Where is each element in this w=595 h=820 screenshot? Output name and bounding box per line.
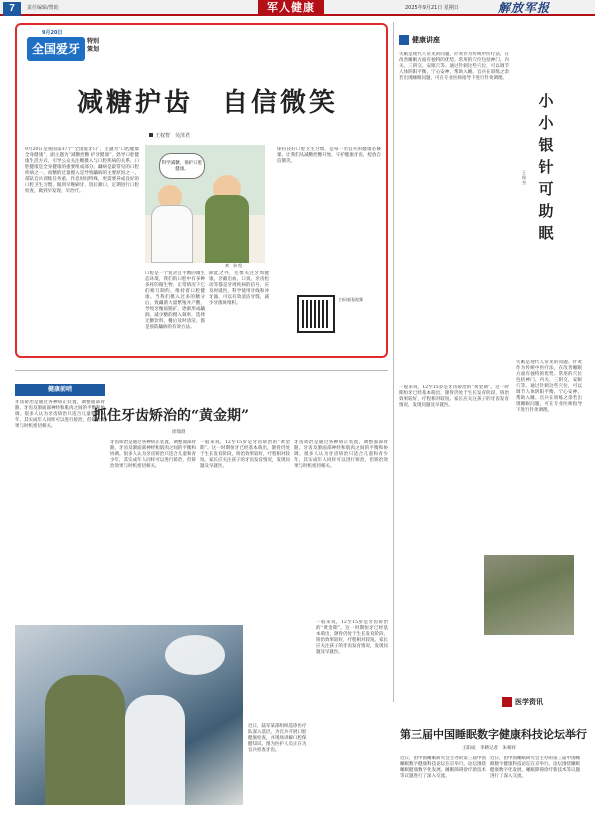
section-divider xyxy=(15,370,388,371)
byline-square-icon xyxy=(149,133,153,137)
article-column-1: 9月20日是我国第37个“全国爱牙日”，主题为“口腔健康 全身健康”，副主题为“减糖控糖 护牙健康”，倡导口腔健康生活方式，引导公众关注糖摄入与口腔疾病的关系。口腔健康是全身健康的重要组成部分。龋病是最常见的口腔疾病之一，而糖的过量摄入是导致龋病的主要原因之一。部队官兵训练任务重、作息时间特殊，更需要养成良好的口腔卫生习惯，做到早晚刷牙、饭后漱口，定期进行口腔检查，做到早发现、早治疗。 xyxy=(25,147,139,194)
qr-pattern xyxy=(302,300,330,328)
doctor-figure xyxy=(151,205,193,263)
sidebar-column-text: 牙齿矫治是通过各种矫正装置，调整面部骨骼、牙齿及颌面部神经和肌肉之间的平衡和协调。很多人认为牙齿矫治只适合儿童和青少年，其实成年人同样可以进行矫治，但矫治效果与时机密切相关。 xyxy=(15,400,105,429)
dental-lamp-shape xyxy=(165,635,225,675)
orthodontics-headline: 抓住牙齿矫治的“黄金期” xyxy=(93,408,250,424)
orthodontics-column-2: 一般来说，12至15岁是牙齿矫治的“黄金期”。这一时期恒牙已经基本萌出，颌骨仍处于生长发育阶段，矫治效果较好，疗程相对较短。家长应关注孩子的牙齿发育情况，发现问题及早就医。 xyxy=(200,440,290,469)
page-header-bar xyxy=(0,0,595,16)
column-divider xyxy=(393,22,394,702)
health-lecture-title: 健康讲座 xyxy=(412,36,440,44)
speech-bubble: 科学减糖，保护口腔健康。 xyxy=(159,153,205,179)
article-column-3: 除此之外，还要关注牙周健康。牙龈出血、口臭、牙齿松动等都是牙周疾病的信号，应及时就医。科学使用牙线和冲牙器，可以有效清洁牙缝，减少牙菌斑堆积。 xyxy=(209,271,269,306)
article-headline: 减糖护齿 自信微笑 xyxy=(77,88,339,118)
editors-line: 责任编辑/赞助 xyxy=(27,5,59,11)
section-square-icon xyxy=(399,35,409,45)
right-lower-text: 一般来说，12至15岁是牙齿矫治的“黄金期”。这一时期恒牙已经基本萌出，颌骨仍处于生长发育阶段，矫治效果较好，疗程相对较短。家长应关注孩子的牙齿发育情况，发现问题及早就医。 xyxy=(399,385,509,408)
issue-date: 2025年9月21日 星期日 xyxy=(405,5,459,11)
byline-authors: 王权智 吴泽君 xyxy=(155,133,191,139)
conference-text-2: 近日，由中国睡眠研究会主办的第三届中国睡眠数字健康科技论坛在京举行。论坛围绕睡眠健康数字化发展、睡眠障碍诊疗新技术等议题进行了深入交流。 xyxy=(490,756,580,779)
dentist-shape xyxy=(125,695,185,805)
illustration-credit: 欢 弟 绘 xyxy=(225,263,243,268)
acupuncture-article-text: 失眠是现代人常见的问题。针灸作为传统中医疗法，在改善睡眠方面有独特的优势。常用的穴位包括神门、内关、三阴交、安眠穴等。通过针刺这些穴位，可以调节人体阴阳平衡，宁心安神，帮助入睡。官兵在训练之余若出现睡眠问题，可在专业医师指导下进行针灸调理。 xyxy=(516,360,582,413)
article-byline xyxy=(149,133,190,139)
conference-text-1: 近日，由中国睡眠研究会主办的第三届中国睡眠数字健康科技论坛在京举行。论坛围绕睡眠健康数字化发展、睡眠障碍诊疗新技术等议题进行了深入交流。 xyxy=(400,756,486,779)
badge-date: 9月20日 xyxy=(42,30,63,36)
newspaper-masthead: 解放军报 xyxy=(498,1,551,15)
health-lecture-header xyxy=(399,34,459,46)
vertical-article-title: 小小银针可助眠 xyxy=(538,92,554,242)
patient-shape xyxy=(45,675,125,805)
photo-caption: 近日，陆军某部组织巡诊医疗队深入基层，为官兵开展口腔健康检查，并现场讲解口腔保健知识。图为医护人员正在为官兵检查牙齿。 xyxy=(248,724,307,753)
page-number: 7 xyxy=(3,2,21,16)
qr-caption: 扫码观看视频 xyxy=(339,297,363,302)
sidebar-column-title: 健康前哨 xyxy=(15,384,105,396)
medical-news-header xyxy=(502,696,572,708)
soldier-figure xyxy=(205,195,249,263)
conference-byline: 王阳成 李耕记者 朱相祥 xyxy=(462,746,516,751)
dental-exam-photo[interactable] xyxy=(15,625,243,805)
medical-news-title: 医学资讯 xyxy=(515,698,543,706)
dental-checkup-illustration xyxy=(145,145,265,263)
section-title: 军人健康 xyxy=(258,0,324,16)
health-lecture-text: 失眠是现代人常见的问题。针灸作为传统中医疗法，在改善睡眠方面有独特的优势。常用的穴位包括神门、内关、三阴交、安眠穴等。通过针刺这些穴位，可以调节人体阴阳平衡，宁心安神，帮助入睡。官兵在训练之余若出现睡眠问题，可在专业医师指导下进行针灸调理。 xyxy=(399,52,509,81)
news-square-icon xyxy=(502,697,512,707)
featured-article[interactable] xyxy=(15,23,388,358)
soldier-photo[interactable] xyxy=(484,555,574,635)
orthodontics-byline: 徐瑞晨 xyxy=(172,430,186,435)
conference-headline: 第三届中国睡眠数字健康科技论坛举行 xyxy=(400,728,587,741)
lower-extra-text: 一般来说，12至15岁是牙齿矫治的“黄金期”。这一时期恒牙已经基本萌出，颌骨仍处于生长发育阶段，矫治效果较好，疗程相对较短。家长应关注孩子的牙齿发育情况，发现问题及早就医。 xyxy=(316,620,388,655)
vertical-article-author: 王保杰 xyxy=(522,170,526,185)
love-teeth-day-badge xyxy=(27,30,105,80)
badge-title: 全国爱牙日 xyxy=(27,37,85,61)
orthodontics-column-3: 牙齿矫治是通过各种矫正装置，调整面部骨骼、牙齿及颌面部神经和肌肉之间的平衡和协调。很多人认为牙齿矫治只适合儿童和青少年，其实成年人同样可以进行矫治，但矫治效果与时机密切相关。 xyxy=(294,440,388,469)
article-column-4: 保持良好口腔卫生习惯，是每一名官兵的健康必修课。让我们从减糖控糖开始，守护健康牙齿，绽放自信微笑。 xyxy=(277,147,381,164)
qr-code[interactable] xyxy=(297,295,335,333)
special-report-label: 特别策划 xyxy=(87,38,100,53)
orthodontics-column-1: 牙齿矫治是通过各种矫正装置，调整面部骨骼、牙齿及颌面部神经和肌肉之间的平衡和协调。很多人认为牙齿矫治只适合儿童和青少年，其实成年人同样可以进行矫治，但矫治效果与时机密切相关。 xyxy=(110,440,196,469)
article-column-2: 口腔是一个复杂且平衡的微生态环境，我们的口腔中有多种多样的微生物，正常情况下它们相互制约，维持着口腔健康。当我们摄入过多的糖分后，致龋菌大量繁殖并产酸，导致牙釉质脱矿，逐渐形成龋洞。减少糖的摄入频率，选择无糖饮料，餐后及时清洁，都是预防龋病的有效方法。 xyxy=(145,271,205,330)
